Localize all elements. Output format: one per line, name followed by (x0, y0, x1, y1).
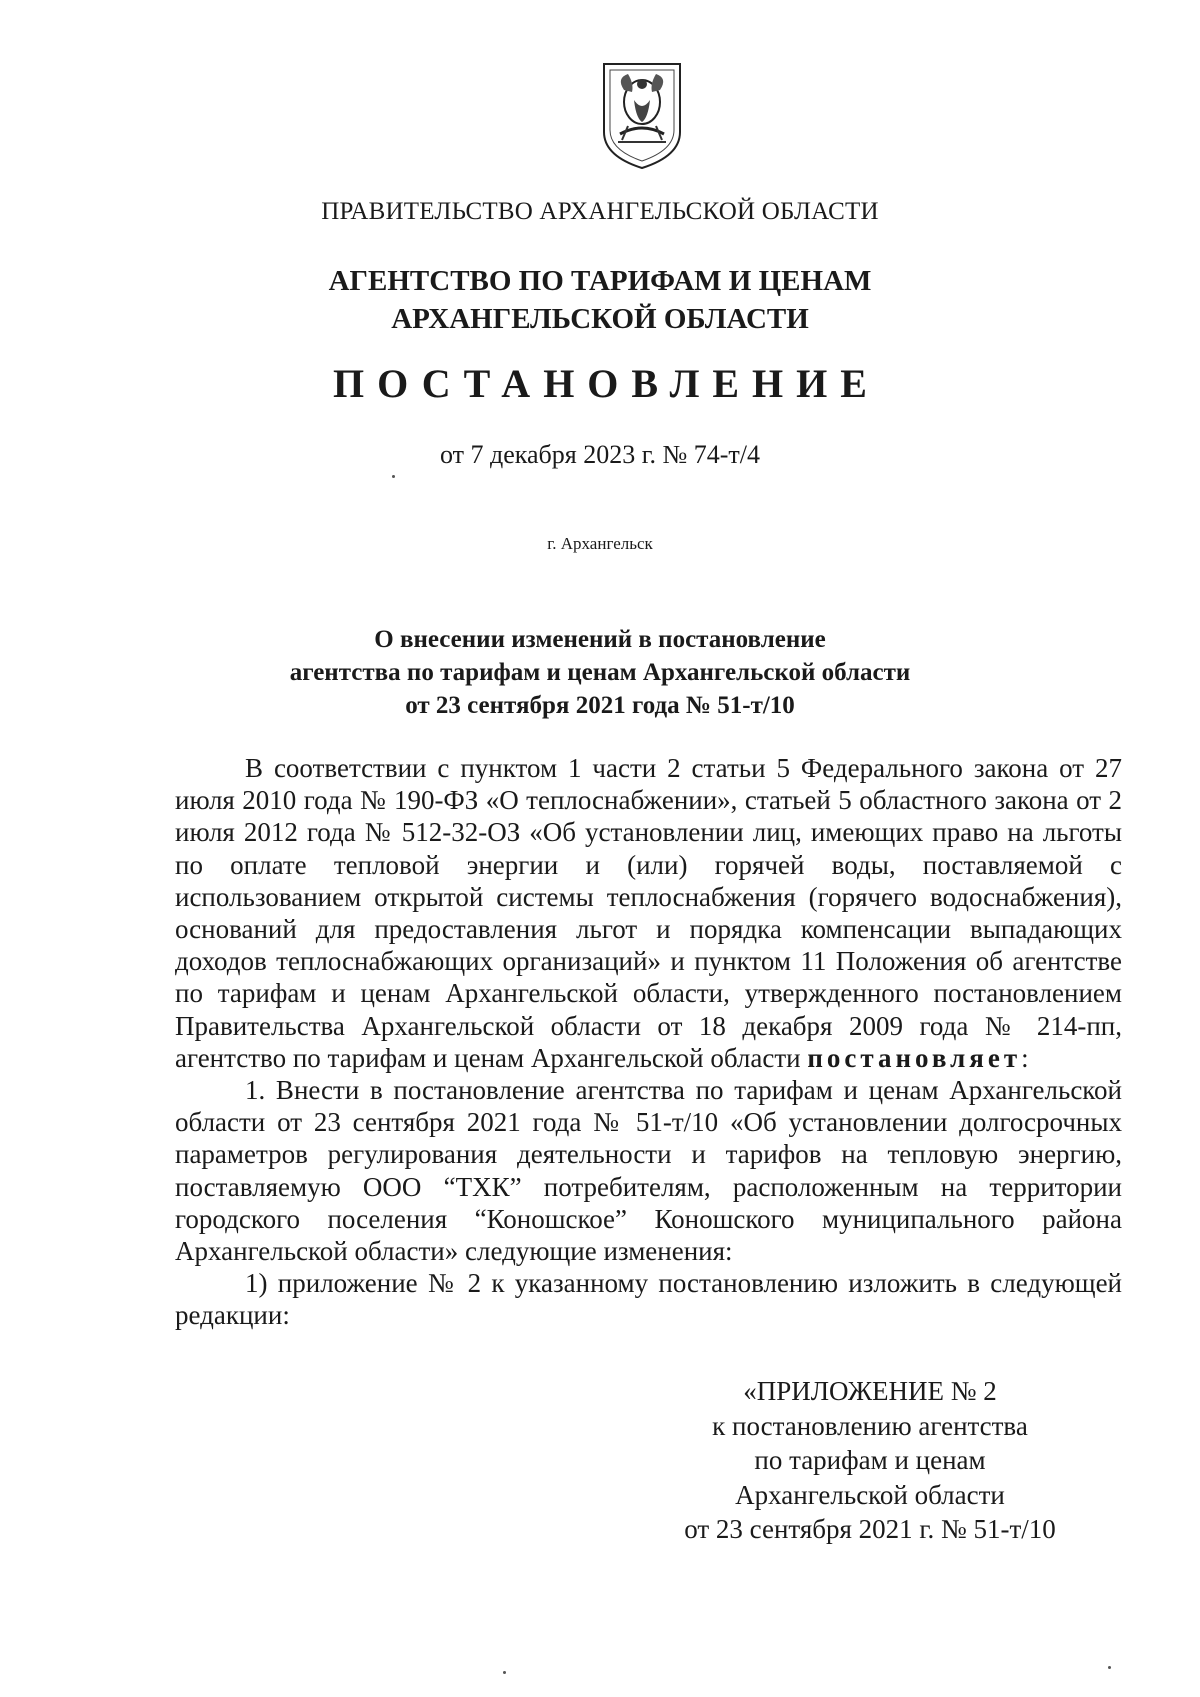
scan-speck (503, 1671, 506, 1674)
document-type: ПОСТАНОВЛЕНИЕ (333, 361, 880, 406)
decree-word: постановляет (807, 1042, 1022, 1073)
document-subject (0, 623, 1200, 722)
subject-line2: агентства по тарифам и ценам Архангельской области (289, 659, 911, 686)
preamble-end: : (1021, 1042, 1029, 1073)
subject-line3: от 23 сентября 2021 года № 51-т/10 (405, 692, 795, 719)
appendix-line1: «ПРИЛОЖЕНИЕ № 2 (743, 1376, 997, 1406)
government-name: ПРАВИТЕЛЬСТВО АРХАНГЕЛЬСКОЙ ОБЛАСТИ (321, 198, 879, 225)
scan-speck (1108, 1666, 1111, 1669)
subject-line1: О внесении изменений в постановление (374, 626, 826, 653)
appendix-line3: по тарифам и ценам (754, 1445, 986, 1476)
document-body (175, 752, 1122, 1332)
scan-speck (392, 475, 395, 478)
preamble-text: В соответствии с пунктом 1 части 2 статьи 5 Федерального закона от 27 июля 2010 года № 190-ФЗ «О теплоснабжении», статьей 5 областного закона от 2 июля 2012 года № 512-32-ОЗ «Об установлении лиц, имеющих право на льготы по оплате тепловой энергии и (или) горячей воды, поставляемой с использованием открытой системы теплоснабжения (горячего водоснабжения), оснований для предоставления льгот и порядка компенсации выпадающих доходов теплоснабжающих организаций» и пунктом 11 Положения об агентстве по тарифам и ценам Архангельской области, утвержденного постановлением Правительства Архангельской области от 18 декабря 2009 года № 214-пп, агентство по тарифам и ценам Архангельской области (175, 753, 1122, 1073)
agency-name-line1: АГЕНТСТВО ПО ТАРИФАМ И ЦЕНАМ (328, 265, 872, 297)
document-date-number: от 7 декабря 2023 г. № 74-т/4 (439, 440, 761, 469)
appendix-line4: Архангельской области (735, 1479, 1005, 1510)
appendix-line2: к постановлению агентства (712, 1410, 1028, 1441)
paragraph-subitem-1: 1) приложение № 2 к указанному постановлению изложить в следующей редакции: (175, 1268, 1122, 1331)
paragraph-item-1: 1. Внести в постановление агентства по тарифам и ценам Архангельской области от 23 сентября 2021 года № 51-т/10 «Об установлении долгосрочных параметров регулирования деятельности и тарифов на тепловую энергию, поставляемую ООО “ТХК” потребителям, расположенным на территории городского поселения “Коношское” Коношского муниципального района Архангельской области» следующие изменения: (175, 1075, 1122, 1267)
appendix-header (660, 1374, 1080, 1547)
agency-name (0, 262, 1200, 338)
city: г. Архангельск (547, 534, 653, 553)
paragraph-preamble (175, 752, 1122, 1074)
coat-of-arms-icon (598, 60, 686, 172)
appendix-line5: от 23 сентября 2021 г. № 51-т/10 (684, 1514, 1056, 1545)
agency-name-line2: АРХАНГЕЛЬСКОЙ ОБЛАСТИ (391, 303, 809, 335)
